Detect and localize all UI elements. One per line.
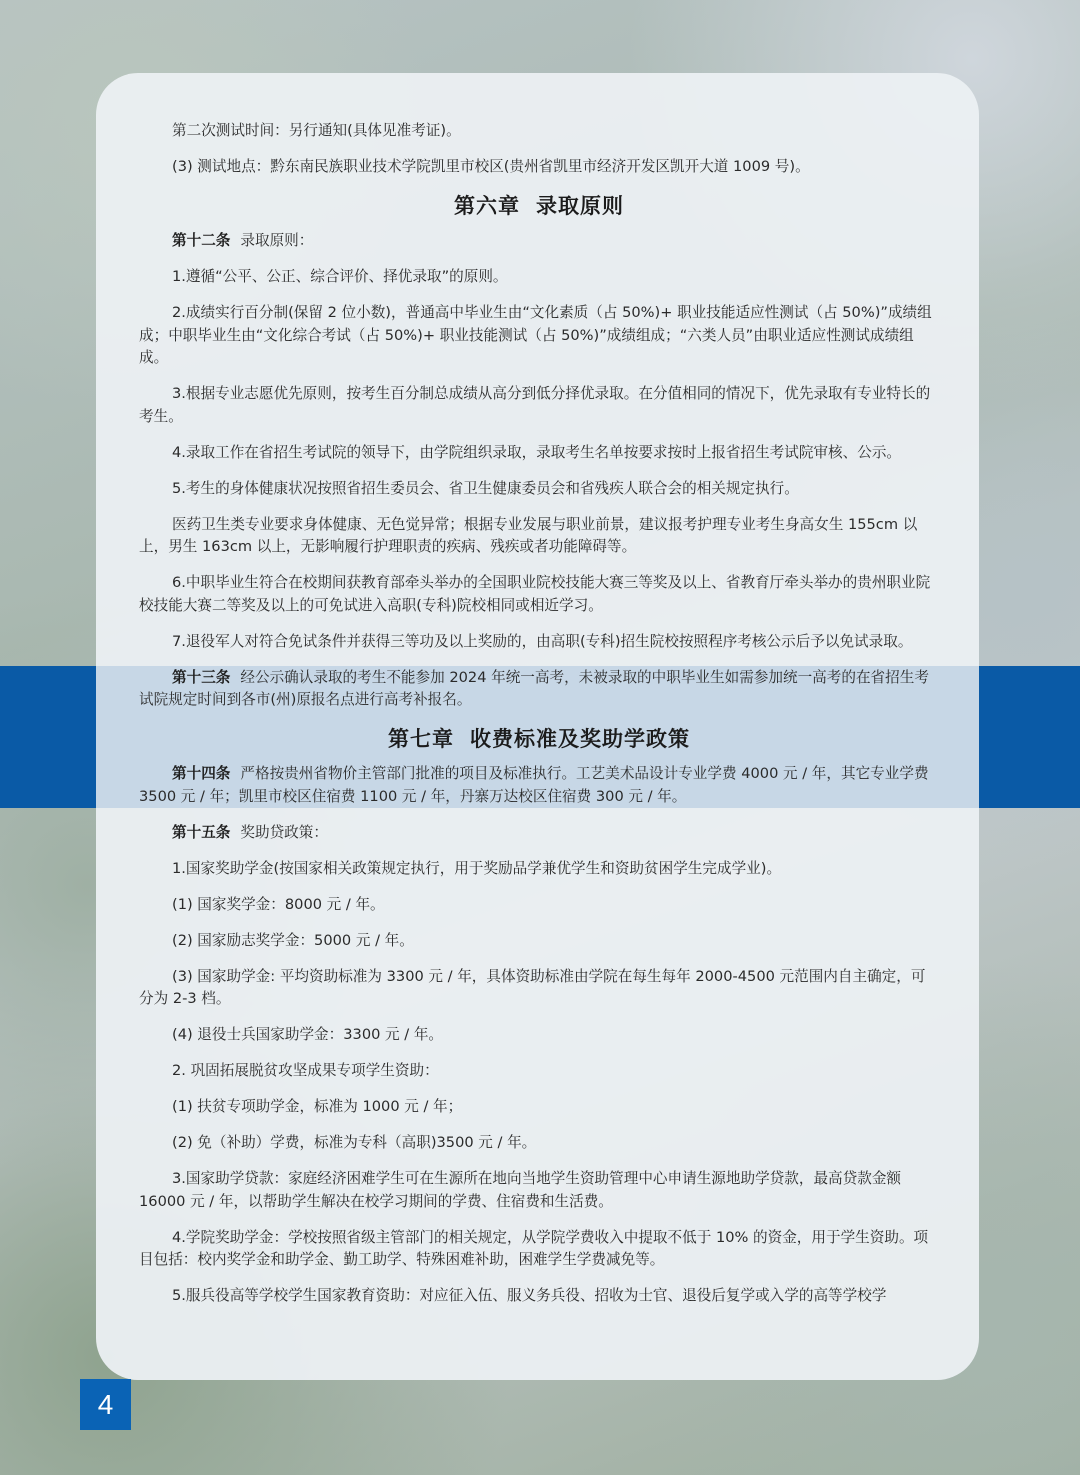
article-15 bbox=[139, 822, 939, 845]
chapter-number: 第六章 bbox=[454, 194, 520, 218]
rule-item: 3.根据专业志愿优先原则，按考生百分制总成绩从高分到低分择优录取。在分值相同的情况下，优先录取有专业特长的考生。 bbox=[139, 385, 931, 425]
chapter-title: 收费标准及奖助学政策 bbox=[470, 727, 690, 751]
chapter-heading-6 bbox=[139, 192, 939, 220]
rule-item: 医药卫生类专业要求身体健康、无色觉异常；根据专业发展与职业前景，建议报考护理专业考生身高女生 155cm 以上，男生 163cm 以上，无影响履行护理职责的疾病、残疾或者功能障碍等。 bbox=[139, 515, 918, 555]
policy-item: 2. 巩固拓展脱贫攻坚成果专项学生资助： bbox=[172, 1062, 439, 1079]
article-text: 奖助贷政策： bbox=[240, 823, 328, 841]
policy-item: (4) 退役士兵国家助学金：3300 元 / 年。 bbox=[172, 1026, 444, 1043]
rule-item: 4.录取工作在省招生考试院的领导下，由学院组织录取，录取考生名单按要求按时上报省招生考试院审核、公示。 bbox=[172, 443, 902, 461]
policy-item: (1) 扶贫专项助学金，标准为 1000 元 / 年； bbox=[172, 1098, 463, 1115]
article-label: 第十二条 bbox=[172, 232, 231, 249]
article-text: 经公示确认录取的考生不能参加 2024 年统一高考，未被录取的中职毕业生如需参加统一高考的在省招生考试院规定时间到各市(州)原报名点进行高考补报名。 bbox=[139, 668, 929, 708]
article-label: 第十三条 bbox=[172, 668, 231, 686]
chapter-number: 第七章 bbox=[388, 727, 454, 751]
article-12 bbox=[139, 230, 939, 253]
paragraph: 第二次测试时间：另行通知(具体见准考证)。 bbox=[172, 122, 461, 139]
policy-item: (2) 免（补助）学费，标准为专科（高职)3500 元 / 年。 bbox=[172, 1134, 537, 1151]
policy-item: 4.学院奖助学金：学校按照省级主管部门的相关规定，从学院学费收入中提取不低于 10% 的资金，用于学生资助。项目包括：校内奖学金和助学金、勤工助学、特殊困难补助，困难学生学费减免等。 bbox=[139, 1228, 929, 1268]
paragraph: (3) 测试地点：黔东南民族职业技术学院凯里市校区(贵州省凯里市经济开发区凯开大道 1009 号)。 bbox=[172, 158, 810, 175]
policy-item: (1) 国家奖学金：8000 元 / 年。 bbox=[172, 895, 385, 913]
chapter-heading-7 bbox=[139, 725, 939, 753]
article-14 bbox=[139, 763, 939, 808]
article-label: 第十五条 bbox=[172, 823, 231, 841]
rule-item: 5.考生的身体健康状况按照省招生委员会、省卫生健康委员会和省残疾人联合会的相关规定执行。 bbox=[172, 479, 799, 497]
article-label: 第十四条 bbox=[172, 765, 231, 782]
rule-item: 7.退役军人对符合免试条件并获得三等功及以上奖励的，由高职(专科)招生院校按照程序考核公示后予以免试录取。 bbox=[172, 632, 913, 650]
policy-item: (2) 国家励志奖学金：5000 元 / 年。 bbox=[172, 931, 414, 949]
rule-item: 1.遵循“公平、公正、综合评价、择优录取”的原则。 bbox=[172, 268, 508, 285]
article-13 bbox=[139, 667, 939, 712]
policy-item: (3) 国家助学金: 平均资助标准为 3300 元 / 年，具体资助标准由学院在每生每年 2000-4500 元范围内自主确定，可分为 2-3 档。 bbox=[139, 967, 926, 1007]
article-text: 录取原则： bbox=[240, 232, 314, 249]
chapter-title: 录取原则 bbox=[536, 194, 624, 218]
rule-item: 6.中职毕业生符合在校期间获教育部牵头举办的全国职业院校技能大赛三等奖及以上、省教育厅牵头举办的贵州职业院校技能大赛二等奖及以上的可免试进入高职(专科)院校相同或相近学习。 bbox=[139, 574, 931, 614]
article-text: 严格按贵州省物价主管部门批准的项目及标准执行。工艺美术品设计专业学费 4000 元 / 年，其它专业学费 3500 元 / 年；凯里市校区住宿费 1100 元 / 年，丹寨万达校区住宿费 300 元 / 年。 bbox=[139, 765, 929, 805]
page-number: 4 bbox=[80, 1379, 131, 1430]
policy-item: 3.国家助学贷款：家庭经济困难学生可在生源所在地向当地学生资助管理中心申请生源地助学贷款，最高贷款金额 16000 元 / 年，以帮助学生解决在校学习期间的学费、住宿费和生活费。 bbox=[139, 1170, 902, 1210]
rule-item: 2.成绩实行百分制(保留 2 位小数)，普通高中毕业生由“文化素质（占 50%)+ 职业技能适应性测试（占 50%)”成绩组成；中职毕业生由“文化综合考试（占 50%)+ 职业技能测试（占 50%)”成绩组成；“六类人员”由职业适应性测试成绩组成。 bbox=[139, 304, 932, 366]
policy-item: 5.服兵役高等学校学生国家教育资助：对应征入伍、服义务兵役、招收为士官、退役后复学或入学的高等学校学 bbox=[172, 1287, 887, 1304]
document-body bbox=[139, 120, 939, 1321]
policy-item: 1.国家奖助学金(按国家相关政策规定执行，用于奖励品学兼优学生和资助贫困学生完成学业)。 bbox=[172, 859, 782, 877]
